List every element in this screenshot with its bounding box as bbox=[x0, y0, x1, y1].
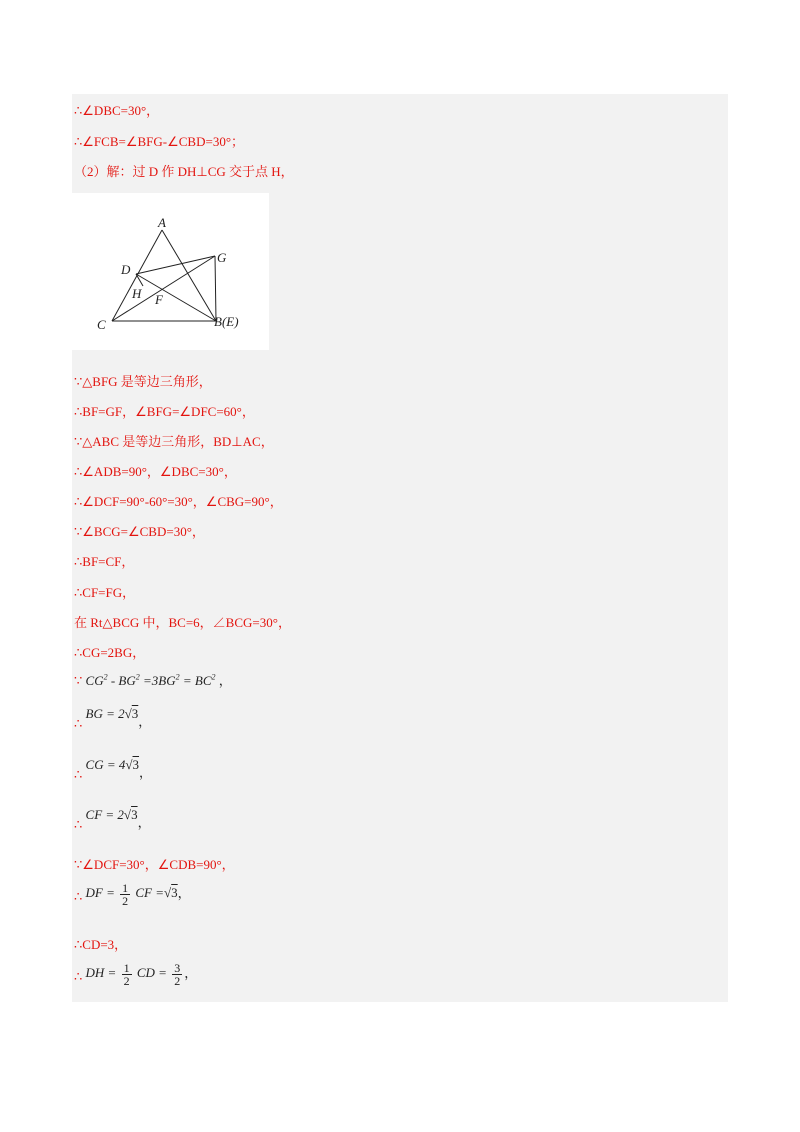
eq6-lhs: DH = bbox=[85, 965, 117, 981]
fraction-three-halves bbox=[172, 962, 182, 987]
equation-dh bbox=[74, 962, 197, 987]
exp-3: 2 bbox=[175, 672, 180, 682]
eq1-comma: ， bbox=[218, 673, 232, 688]
eq2-lhs: BG = 2 bbox=[85, 706, 125, 721]
because-symbol: ∵ bbox=[74, 673, 83, 688]
eq3-lhs: CG = 4 bbox=[85, 757, 126, 772]
equation-cg: ∴ CG = 4√3， bbox=[74, 757, 153, 782]
fraction-half bbox=[120, 882, 130, 907]
text-line-14: ∵∠DCF=30°，∠CDB=90°， bbox=[74, 857, 235, 872]
triangle-diagram bbox=[72, 193, 269, 350]
eq3-comma: ， bbox=[139, 765, 153, 780]
text-line-1: ∴∠DBC=30°， bbox=[74, 103, 160, 118]
geometry-figure bbox=[72, 193, 269, 350]
equation-cf: ∴ CF = 2√3， bbox=[74, 807, 151, 832]
eq5-mid: CF = bbox=[135, 885, 165, 901]
text-line-7: ∴∠ADB=90°，∠DBC=30°， bbox=[74, 464, 237, 479]
eq6-denominator-2: 2 bbox=[174, 974, 181, 988]
eq6-numerator-2: 3 bbox=[174, 961, 181, 975]
eq1-term-b: - BG bbox=[107, 673, 136, 688]
text-line-3: （2）解：过 D 作 DH⊥CG 交于点 H， bbox=[74, 164, 294, 179]
eq6-mid: CD = bbox=[136, 965, 167, 981]
equation-bg: ∴ BG = 2√3， bbox=[74, 706, 152, 731]
eq2-radicand: 3 bbox=[131, 706, 139, 721]
text-line-10: ∴BF=CF， bbox=[74, 554, 135, 569]
eq5-lhs: DF = bbox=[85, 885, 115, 901]
therefore-symbol: ∴ bbox=[74, 716, 83, 731]
eq3-radicand: 3 bbox=[132, 757, 140, 772]
label-A: A bbox=[158, 215, 166, 230]
segment-DG bbox=[136, 256, 215, 274]
equation-df: ∴ DF = $\frac{1}{2}$ CF =√3， bbox=[74, 881, 191, 908]
therefore-symbol: ∴ bbox=[74, 969, 83, 985]
text-line-8: ∴∠DCF=90°-60°=30°，∠CBG=90°， bbox=[74, 494, 283, 509]
eq1-term-c: =3BG bbox=[139, 673, 176, 688]
eq5-denominator: 2 bbox=[122, 894, 129, 908]
eq4-lhs: CF = 2 bbox=[85, 807, 124, 822]
text-line-13: ∴CG=2BG， bbox=[74, 645, 146, 660]
exp-1: 2 bbox=[103, 672, 108, 682]
text-line-5: ∴BF=GF，∠BFG=∠DFC=60°， bbox=[74, 404, 255, 419]
eq5-comma: ， bbox=[177, 885, 191, 901]
eq6-numerator-1: 1 bbox=[123, 961, 130, 975]
exp-4: 2 bbox=[211, 672, 216, 682]
text-line-4: ∵△BFG 是等边三角形， bbox=[74, 374, 212, 389]
eq4-comma: ， bbox=[137, 815, 151, 830]
label-H: H bbox=[132, 286, 142, 301]
eq6-denominator-1: 2 bbox=[123, 974, 130, 988]
text-line-2: ∴∠FCB=∠BFG-∠CBD=30°； bbox=[74, 134, 245, 149]
eq2-comma: ， bbox=[138, 714, 152, 729]
label-G: G bbox=[217, 250, 227, 265]
eq1-term-a: CG bbox=[85, 673, 104, 688]
fraction-half bbox=[122, 962, 132, 987]
label-C: C bbox=[97, 317, 106, 332]
text-line-6: ∵△ABC 是等边三角形，BD⊥AC， bbox=[74, 434, 274, 449]
text-line-15: ∴CD=3， bbox=[74, 937, 128, 952]
label-D: D bbox=[121, 262, 131, 277]
segment-AB bbox=[162, 230, 216, 321]
equation-pythagoras bbox=[74, 670, 232, 689]
exp-2: 2 bbox=[135, 672, 140, 682]
therefore-symbol: ∴ bbox=[74, 767, 83, 782]
eq4-radicand: 3 bbox=[131, 807, 138, 822]
text-line-12: 在 Rt△BCG 中，BC=6，∠BCG=30°， bbox=[74, 615, 291, 630]
eq5-radicand: 3 bbox=[171, 885, 178, 901]
eq6-comma: ， bbox=[184, 965, 198, 981]
label-B: B(E) bbox=[214, 314, 239, 329]
therefore-symbol: ∴ bbox=[74, 817, 83, 832]
text-line-9: ∵∠BCG=∠CBD=30°， bbox=[74, 524, 205, 539]
eq5-numerator: 1 bbox=[122, 881, 129, 895]
text-line-11: ∴CF=FG， bbox=[74, 585, 136, 600]
therefore-symbol: ∴ bbox=[74, 889, 83, 905]
label-F: F bbox=[155, 292, 163, 307]
segment-GB bbox=[215, 256, 216, 321]
eq1-term-d: = BC bbox=[179, 673, 212, 688]
